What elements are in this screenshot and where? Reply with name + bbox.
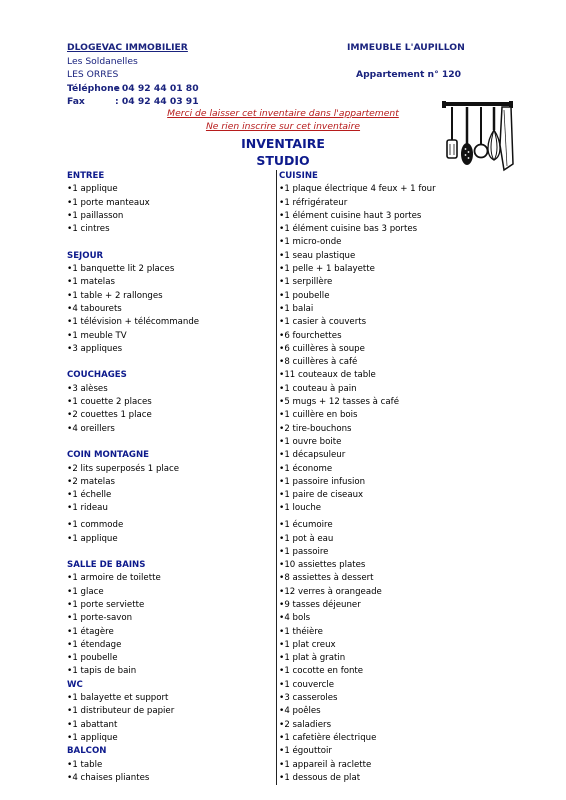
list-item: • 8 assiettes à dessert — [279, 572, 499, 585]
list-item: • 1 applique — [67, 533, 272, 546]
list-item: • 1 décapsuleur — [279, 449, 499, 462]
section-title-salle-de-bains: SALLE DE BAINS — [67, 560, 146, 571]
list-item: • 1 étagère — [67, 626, 272, 639]
fax-number: : 04 92 44 03 91 — [115, 96, 199, 107]
list-item: • 1 poubelle — [279, 290, 499, 303]
list-item: • 6 fourchettes — [279, 330, 499, 343]
list-item: • 8 cuillères à café — [279, 356, 499, 369]
list-item: • 1 poubelle — [67, 652, 272, 665]
list-item: • 1 appareil à raclette — [279, 759, 499, 772]
list-item: • 1 pot à eau — [279, 533, 499, 546]
list-item: • 5 mugs + 12 tasses à café — [279, 396, 499, 409]
list-item: • 1 couette 2 places — [67, 396, 272, 409]
list-item: • 11 couteaux de table — [279, 369, 499, 382]
phone-label: Téléphone — [67, 82, 120, 94]
fax-label: Fax — [67, 96, 85, 107]
phone-line — [67, 82, 199, 96]
list-item: • 2 couettes 1 place — [67, 409, 272, 422]
list-item: • 1 cuillère en bois — [279, 409, 499, 422]
list-item: • 1 porte serviette — [67, 599, 272, 612]
list-item: • 1 étendage — [67, 639, 272, 652]
list-item: • 4 chaises pliantes — [67, 772, 272, 785]
list-item: • 1 rideau — [67, 502, 272, 515]
fax-line — [67, 95, 199, 109]
list-item: • 2 matelas — [67, 476, 272, 489]
notice-line-2: Ne rien inscrire sur cet inventaire — [205, 121, 361, 132]
list-item: • 1 matelas — [67, 276, 272, 289]
list-item: • 1 économe — [279, 463, 499, 476]
company-block — [67, 41, 199, 109]
list-item: • 1 échelle — [67, 489, 272, 502]
section-title-entree: ENTREE — [67, 171, 105, 181]
section-title-balcon: BALCON — [67, 746, 107, 757]
list-item: • 1 glace — [67, 586, 272, 599]
right-column — [279, 170, 499, 785]
list-item: • 1 commode — [67, 519, 272, 532]
section-title-cuisine: CUISINE — [279, 171, 318, 181]
list-item: • 1 armoire de toilette — [67, 572, 272, 585]
list-item: • 1 porte manteaux — [67, 197, 272, 210]
section-title-wc: WC — [67, 679, 83, 690]
list-item: • 1 abattant — [67, 719, 272, 732]
list-item: • 3 casseroles — [279, 692, 499, 705]
list-item: • 1 dessous de plat — [279, 772, 499, 785]
page-title: INVENTAIRE — [241, 136, 325, 151]
list-item: • 1 pelle + 1 balayette — [279, 263, 499, 276]
list-item: • 4 oreillers — [67, 423, 272, 436]
list-item: • 1 élément cuisine haut 3 portes — [279, 210, 499, 223]
list-item: • 1 balai — [279, 303, 499, 316]
list-item: • 1 table — [67, 759, 272, 772]
list-item: • 4 tabourets — [67, 303, 272, 316]
list-item: • 1 cafetière électrique — [279, 732, 499, 745]
section-title-coin-montagne: COIN MONTAGNE — [67, 450, 150, 461]
list-item: • 1 paire de ciseaux — [279, 489, 499, 502]
list-item: • 1 meuble TV — [67, 330, 272, 343]
list-item: • 4 poêles — [279, 705, 499, 718]
list-item: • 1 cocotte en fonte — [279, 665, 499, 678]
list-item: • 3 alèses — [67, 383, 272, 396]
list-item: • 1 plat creux — [279, 639, 499, 652]
list-item: • 1 écumoire — [279, 519, 499, 532]
apartment-number: Appartement n° 120 — [356, 69, 462, 80]
list-item: • 1 balayette et support — [67, 692, 272, 705]
list-item: • 2 tire-bouchons — [279, 423, 499, 436]
phone-number: : 04 92 44 01 80 — [115, 82, 199, 94]
list-item: • 1 applique — [67, 183, 272, 196]
list-item: • 1 théière — [279, 626, 499, 639]
list-item: • 1 distributeur de papier — [67, 705, 272, 718]
list-item: • 1 télévision + télécommande — [67, 316, 272, 329]
list-item: • 2 lits superposés 1 place — [67, 463, 272, 476]
list-item: • 1 passoire — [279, 546, 499, 559]
list-item: • 1 micro-onde — [279, 236, 499, 249]
list-item: • 1 porte-savon — [67, 612, 272, 625]
list-item: • 1 plat à gratin — [279, 652, 499, 665]
list-item: • 1 louche — [279, 502, 499, 515]
list-item: • 1 seau plastique — [279, 250, 499, 263]
company-address-1: Les Soldanelles — [67, 55, 138, 67]
list-item: • 1 banquette lit 2 places — [67, 263, 272, 276]
section-title-couchages: COUCHAGES — [67, 370, 127, 381]
list-item: • 1 cintres — [67, 223, 272, 236]
list-item: • 1 plaque électrique 4 feux + 1 four — [279, 183, 499, 196]
list-item: • 2 saladiers — [279, 719, 499, 732]
column-divider — [276, 170, 277, 785]
left-column — [67, 170, 272, 785]
page-subtitle: STUDIO — [256, 153, 310, 168]
list-item: • 4 bols — [279, 612, 499, 625]
list-item: • 1 paillasson — [67, 210, 272, 223]
list-item: • 1 ouvre boite — [279, 436, 499, 449]
notice-line-1: Merci de laisser cet inventaire dans l'appartement — [167, 108, 399, 119]
list-item: • 1 élément cuisine bas 3 portes — [279, 223, 499, 236]
list-item: • 1 égouttoir — [279, 745, 499, 758]
list-item: • 1 applique — [67, 732, 272, 745]
list-item: • 6 cuillères à soupe — [279, 343, 499, 356]
list-item: • 1 tapis de bain — [67, 665, 272, 678]
list-item: • 12 verres à orangeade — [279, 586, 499, 599]
company-name: DLOGEVAC IMMOBILIER — [67, 42, 188, 53]
list-item: • 1 couteau à pain — [279, 383, 499, 396]
list-item: • 1 table + 2 rallonges — [67, 290, 272, 303]
list-item: • 1 casier à couverts — [279, 316, 499, 329]
list-item: • 9 tasses déjeuner — [279, 599, 499, 612]
building-name: IMMEUBLE L'AUPILLON — [347, 42, 465, 53]
list-item: • 10 assiettes plates — [279, 559, 499, 572]
company-address-2: LES ORRES — [67, 69, 119, 80]
kitchen-utensils-icon — [440, 100, 515, 172]
list-item: • 1 serpillère — [279, 276, 499, 289]
list-item: • 3 appliques — [67, 343, 272, 356]
list-item: • 1 passoire infusion — [279, 476, 499, 489]
list-item: • 1 réfrigérateur — [279, 197, 499, 210]
list-item: • 1 couvercle — [279, 679, 499, 692]
section-title-sejour: SEJOUR — [67, 250, 104, 261]
